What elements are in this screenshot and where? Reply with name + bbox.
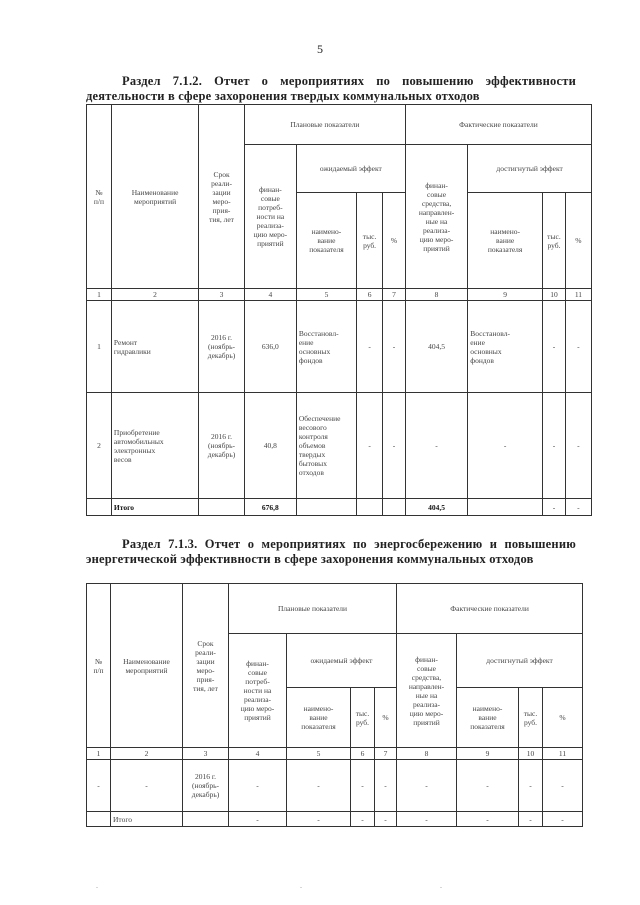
row-indicator: - <box>287 760 351 812</box>
header-thousand-rub: тыс. руб. <box>357 193 383 289</box>
total-fact-fin: 404,5 <box>405 499 467 516</box>
row-fact-percent: - <box>543 760 583 812</box>
col-number: 1 <box>87 289 112 301</box>
total-label: Итого <box>111 499 198 516</box>
table-7-1-3 <box>86 583 583 827</box>
col-number: 6 <box>357 289 383 301</box>
total-fact-indicator: - <box>457 812 519 827</box>
col-number: 4 <box>229 748 287 760</box>
total-fact-percent: - <box>565 499 591 516</box>
total-fact-percent: - <box>543 812 583 827</box>
header-row-1 <box>87 584 583 634</box>
header-achieved-effect: достигнутый эффект <box>468 145 592 193</box>
row-percent: - <box>383 393 406 499</box>
col-number: 2 <box>111 289 198 301</box>
header-term: Срок реали- зации меро- прия- тия, лет <box>199 105 245 289</box>
col-number: 10 <box>519 748 543 760</box>
total-label: Итого <box>111 812 183 827</box>
header-actual: Фактические показатели <box>405 105 591 145</box>
row-plan-fin: - <box>229 760 287 812</box>
col-number: 5 <box>287 748 351 760</box>
total-empty-cell <box>87 499 112 516</box>
total-fact-thousand: - <box>519 812 543 827</box>
header-planned: Плановые показатели <box>244 105 405 145</box>
row-fact-percent: - <box>565 393 591 499</box>
section-7-1-3-heading: Раздел 7.1.3. Отчет о мероприятиях по энергосбережению и повышению энергетической эффективности в сфере захоронения коммунальных отходов <box>86 537 576 566</box>
header-achieved-percent: % <box>543 688 583 748</box>
row-fact-fin: - <box>397 760 457 812</box>
column-number-row <box>87 289 592 301</box>
total-plan-fin: - <box>229 812 287 827</box>
header-name: Наименование мероприятий <box>111 105 198 289</box>
header-achieved-effect: достигнутый эффект <box>457 634 583 688</box>
column-number-row <box>87 748 583 760</box>
header-row-1 <box>87 105 592 145</box>
scan-artifact: . <box>96 881 98 890</box>
page-number: 5 <box>317 42 323 56</box>
col-number: 9 <box>457 748 519 760</box>
col-number: 2 <box>111 748 183 760</box>
col-number: 8 <box>405 289 467 301</box>
row-num: - <box>87 760 111 812</box>
row-fact-thousand: - <box>543 393 566 499</box>
header-fact-fin: финан- совые средства, направлен- ные на реализа- цию меро- приятий <box>405 145 467 289</box>
col-number: 7 <box>375 748 397 760</box>
row-name: Приобретение автомобильных электронных весов <box>111 393 198 499</box>
header-achieved-thousand: тыс. руб. <box>543 193 566 289</box>
header-indicator-name: наимено- вание показателя <box>287 688 351 748</box>
col-number: 3 <box>199 289 245 301</box>
row-percent: - <box>383 301 406 393</box>
col-number: 4 <box>244 289 296 301</box>
total-fact-thousand: - <box>543 499 566 516</box>
row-percent: - <box>375 760 397 812</box>
total-thousand: - <box>351 812 375 827</box>
header-achieved-name: наимено- вание показателя <box>468 193 543 289</box>
table-row <box>87 393 592 499</box>
header-term: Срок реали- зации меро- прия- тия, лет <box>183 584 229 748</box>
total-empty-cell <box>199 499 245 516</box>
table-row <box>87 760 583 812</box>
header-percent: % <box>375 688 397 748</box>
col-number: 11 <box>565 289 591 301</box>
total-empty-cell <box>87 812 111 827</box>
row-plan-fin: 40,8 <box>244 393 296 499</box>
total-fact-fin: - <box>397 812 457 827</box>
header-achieved-thousand: тыс. руб. <box>519 688 543 748</box>
header-expected-effect: ожидаемый эффект <box>287 634 397 688</box>
row-fact-indicator: - <box>468 393 543 499</box>
header-indicator-name: наимено- вание показателя <box>296 193 356 289</box>
header-achieved-name: наимено- вание показателя <box>457 688 519 748</box>
total-plan-fin: 676,8 <box>244 499 296 516</box>
row-thousand: - <box>357 301 383 393</box>
header-plan-fin: финан- совые потреб- ности на реализа- цию меро- приятий <box>244 145 296 289</box>
header-actual: Фактические показатели <box>397 584 583 634</box>
row-indicator: Восстановл- ение основных фондов <box>296 301 356 393</box>
header-name: Наименование мероприятий <box>111 584 183 748</box>
header-num: № п/п <box>87 105 112 289</box>
total-percent: - <box>375 812 397 827</box>
row-num: 2 <box>87 393 112 499</box>
row-fact-indicator: Восстановл- ение основных фондов <box>468 301 543 393</box>
col-number: 6 <box>351 748 375 760</box>
col-number: 10 <box>543 289 566 301</box>
table-7-1-2 <box>86 104 592 516</box>
header-num: № п/п <box>87 584 111 748</box>
header-expected-effect: ожидаемый эффект <box>296 145 405 193</box>
row-fact-percent: - <box>565 301 591 393</box>
total-row <box>87 812 583 827</box>
total-empty-cell <box>357 499 383 516</box>
section-7-1-2-heading: Раздел 7.1.2. Отчет о мероприятиях по повышению эффективности деятельности в сфере захоронения твердых коммунальных отходов <box>86 74 576 103</box>
col-number: 1 <box>87 748 111 760</box>
col-number: 9 <box>468 289 543 301</box>
total-row <box>87 499 592 516</box>
row-term: 2016 г. (ноябрь- декабрь) <box>183 760 229 812</box>
scan-artifact: . <box>440 881 442 890</box>
row-indicator: Обеспечение весового контроля объемов твердых бытовых отходов <box>296 393 356 499</box>
total-empty-cell <box>383 499 406 516</box>
total-empty-cell <box>296 499 356 516</box>
header-achieved-percent: % <box>565 193 591 289</box>
col-number: 3 <box>183 748 229 760</box>
col-number: 7 <box>383 289 406 301</box>
row-fact-fin: - <box>405 393 467 499</box>
col-number: 5 <box>296 289 356 301</box>
table-row <box>87 301 592 393</box>
row-term: 2016 г. (ноябрь- декабрь) <box>199 393 245 499</box>
header-plan-fin: финан- совые потреб- ности на реализа- цию меро- приятий <box>229 634 287 748</box>
row-fact-fin: 404,5 <box>405 301 467 393</box>
scan-artifact: . <box>300 881 302 890</box>
header-planned: Плановые показатели <box>229 584 397 634</box>
header-thousand-rub: тыс. руб. <box>351 688 375 748</box>
row-term: 2016 г. (ноябрь- декабрь) <box>199 301 245 393</box>
row-name: - <box>111 760 183 812</box>
row-plan-fin: 636,0 <box>244 301 296 393</box>
total-empty-cell <box>468 499 543 516</box>
row-fact-thousand: - <box>519 760 543 812</box>
col-number: 8 <box>397 748 457 760</box>
row-name: Ремонт гидравлики <box>111 301 198 393</box>
row-fact-thousand: - <box>543 301 566 393</box>
row-num: 1 <box>87 301 112 393</box>
row-fact-indicator: - <box>457 760 519 812</box>
row-thousand: - <box>357 393 383 499</box>
total-empty-cell <box>183 812 229 827</box>
col-number: 11 <box>543 748 583 760</box>
total-indicator: - <box>287 812 351 827</box>
row-thousand: - <box>351 760 375 812</box>
header-fact-fin: финан- совые средства, направлен- ные на реализа- цию меро- приятий <box>397 634 457 748</box>
header-percent: % <box>383 193 406 289</box>
